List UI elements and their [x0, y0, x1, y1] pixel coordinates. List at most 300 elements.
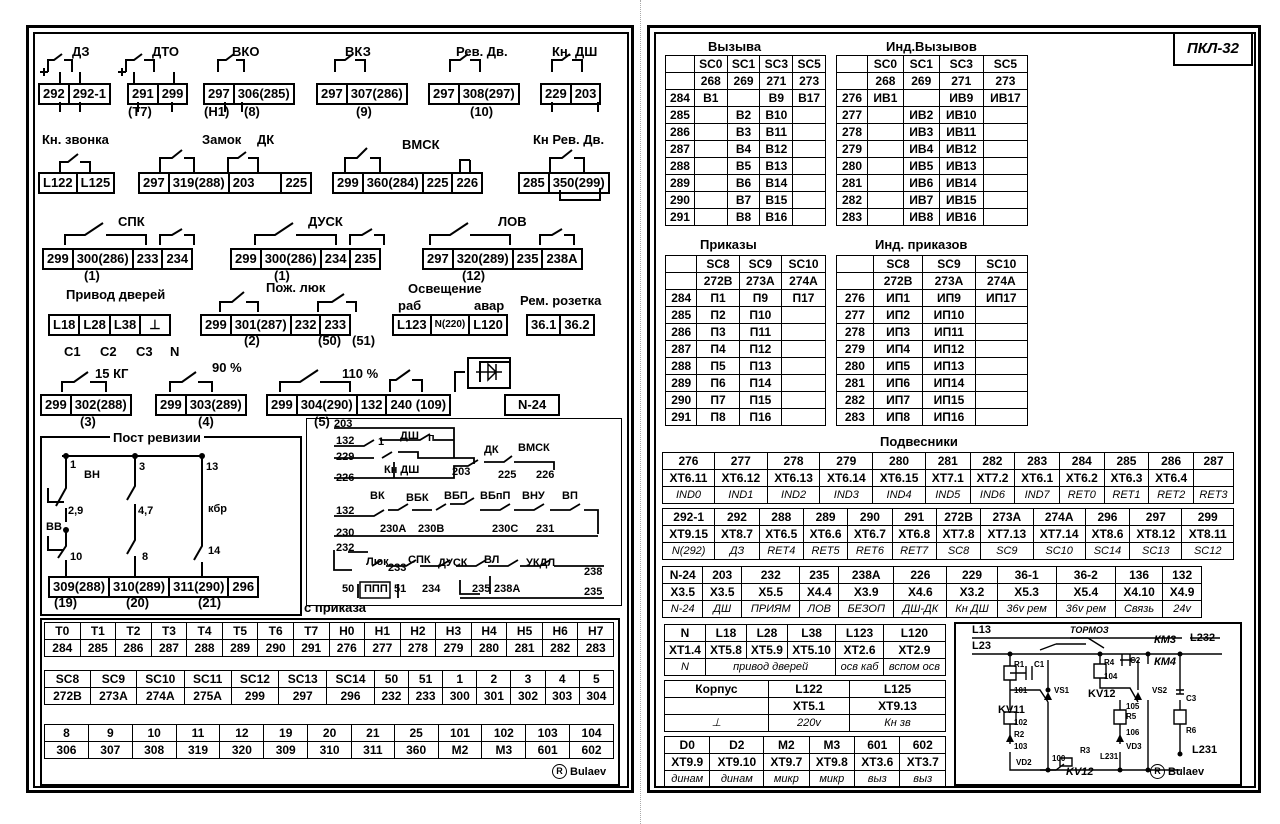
table-cell: 306: [45, 742, 89, 759]
table-cell: ХТ6.12: [714, 470, 767, 487]
table-cell: ИВ14: [939, 175, 983, 192]
table-cell: 233: [409, 688, 443, 705]
table-cell: SC3: [760, 56, 793, 73]
table-cell: 273А: [923, 273, 975, 290]
rev-lbl-8: 8: [142, 551, 149, 563]
table-cell: 275А: [184, 688, 231, 705]
rev-lbl-3: 3: [139, 461, 146, 473]
spk-cell-3: 233: [134, 250, 164, 268]
table-cell: RET4: [759, 543, 803, 560]
table-cell: Н2: [400, 623, 436, 640]
table-cell: 283: [837, 409, 874, 426]
table-cell: 304: [579, 688, 613, 705]
table-cell: SC0: [867, 56, 903, 73]
table-cell: ХТ2.9: [883, 642, 945, 659]
table-cell: ХТ6.1: [1015, 470, 1060, 487]
kg15-cell-1: 299: [42, 396, 72, 414]
table-cell: П15: [739, 392, 781, 409]
p110-label: 110 %: [342, 366, 379, 381]
table-cell: RET5: [803, 543, 847, 560]
table-cell: 284: [1059, 453, 1104, 470]
table-cell: 303: [545, 688, 579, 705]
table-cell: 296: [1085, 509, 1129, 526]
table-cell: 8: [45, 725, 89, 742]
table-cell: ИП2: [873, 307, 923, 324]
table-cell: Х4.9: [1163, 584, 1202, 601]
table-cell: SC14: [327, 671, 375, 688]
table-cell: 269: [727, 73, 760, 90]
table-cell: 601: [855, 737, 900, 754]
table-cell: вспом осв: [883, 659, 945, 676]
chain-lbl-225: 225: [498, 469, 517, 481]
table-cell: Х3.2: [947, 584, 997, 601]
table-cell: SC10: [1033, 543, 1085, 560]
pozh-cell-2: 301(287): [232, 316, 292, 334]
table-cell: 1: [443, 671, 477, 688]
table-cell: SC10: [975, 256, 1027, 273]
table-cell: П4: [697, 341, 739, 358]
table-cell: ИВ10: [939, 107, 983, 124]
sheet-title: ПКЛ-32: [1173, 32, 1253, 66]
indprik-title: Инд. приказов: [875, 237, 968, 252]
table-cell: ХТ6.11: [663, 470, 715, 487]
zvonok-cell-1: L122: [40, 174, 78, 192]
table-cell: SC1: [903, 56, 939, 73]
table-cell: привод дверей: [705, 659, 835, 676]
table-cell: 284: [666, 90, 695, 107]
chain-wire-232: 232: [336, 542, 355, 554]
table-cell: 220v: [768, 715, 849, 732]
table-cell: 102: [482, 725, 526, 742]
table-cell: 601: [526, 742, 570, 759]
table-cell: Н7: [578, 623, 614, 640]
table-cell: П3: [697, 324, 739, 341]
table-cell: 279: [837, 141, 868, 158]
table-cell: RET2: [1149, 487, 1194, 504]
circ-kv12-bottom: KV12: [1066, 766, 1094, 778]
table-cell: 21: [352, 725, 395, 742]
table-cell: ИВ7: [903, 192, 939, 209]
table-cell: 272В: [936, 509, 980, 526]
lov-note: (12): [462, 268, 486, 283]
table-cell: D0: [665, 737, 710, 754]
chain-lbl-230a: 230А: [380, 523, 407, 535]
table-cell: 288: [187, 640, 223, 657]
ground-icon: ⊥: [149, 317, 161, 332]
osv-sub-2: авар: [474, 298, 505, 313]
table-cell: П6: [697, 375, 739, 392]
table-cell: 602: [900, 737, 946, 754]
table-cell: L120: [883, 625, 945, 642]
table-cell: ХТ3.6: [855, 754, 900, 771]
table-cell: В2: [727, 107, 760, 124]
table-cell: 291: [892, 509, 936, 526]
p110-cell-2: 304(290): [298, 396, 358, 414]
circ-l231: L231: [1192, 744, 1218, 756]
table-cell: В13: [760, 158, 793, 175]
table-cell: Т5: [222, 623, 258, 640]
vko-cell-1: 297: [205, 85, 235, 103]
table-cell: В6: [727, 175, 760, 192]
table-cell: SC12: [1182, 543, 1234, 560]
chain-lbl-vbk: ВБК: [406, 492, 429, 504]
chain-wire-132a: 132: [336, 435, 355, 447]
rev-cell-1: 297: [430, 85, 460, 103]
table-cell: Н0: [329, 623, 365, 640]
table-cell: П7: [697, 392, 739, 409]
table-cell: ДЗ: [715, 543, 759, 560]
table-cell: IND0: [663, 487, 715, 504]
table-cell: 103: [526, 725, 570, 742]
table-cell: Х4.10: [1115, 584, 1162, 601]
table-cell: 284: [45, 640, 81, 657]
zamok-label: Замок: [202, 132, 242, 147]
table-cell: 291: [293, 640, 329, 657]
table-cell: ХТ5.9: [746, 642, 787, 659]
table-cell: П14: [739, 375, 781, 392]
table-cell: 11: [176, 725, 220, 742]
registered-icon: R: [552, 764, 567, 779]
dusk-cell-4: 235: [354, 251, 377, 266]
knds-label: Кн. ДШ: [552, 44, 598, 59]
dz-cell-2: 292-1: [72, 86, 106, 101]
table-cell: ИП9: [923, 290, 975, 307]
chain-lbl-ppp: ППП: [364, 583, 388, 595]
table-cell: 9: [88, 725, 132, 742]
table-cell: ИВ4: [903, 141, 939, 158]
circ-tormoz: ТОРМОЗ: [1070, 625, 1109, 635]
table-cell: SC8: [873, 256, 923, 273]
table-cell: 276: [663, 453, 715, 470]
table-cell: В1: [694, 90, 727, 107]
table-cell: ХТ6.2: [1059, 470, 1104, 487]
table-cell: В16: [760, 209, 793, 226]
table-cell: В11: [760, 124, 793, 141]
privod-cell-1: L18: [50, 316, 80, 334]
table-cell: 20: [308, 725, 352, 742]
table-cell: 289: [666, 175, 695, 192]
knrev-label: Кн Рев. Дв.: [533, 132, 605, 147]
registered-icon-right: R: [1150, 764, 1165, 779]
table-cell: В17: [793, 90, 826, 107]
table-cell: ИП10: [923, 307, 975, 324]
rev-label: Рев. Дв.: [456, 44, 508, 59]
table-cell: ИВ17: [983, 90, 1027, 107]
kg15-note: (3): [80, 414, 96, 429]
revision-cell-1: 309(288): [50, 578, 110, 596]
table-cell: 297: [279, 688, 327, 705]
circ-102: 102: [1014, 718, 1028, 727]
table-cell: Х5.4: [1056, 584, 1115, 601]
revision-cell-2: 310(289): [110, 578, 170, 596]
rev-lbl-13: 13: [206, 461, 219, 473]
table-cell: SC9: [981, 543, 1033, 560]
table-cell: 280: [873, 453, 926, 470]
spk-label: СПК: [118, 214, 145, 229]
dto-label: ДТО: [152, 44, 179, 59]
table-cell: 51: [409, 671, 443, 688]
circ-r3: R3: [1080, 746, 1091, 755]
table-cell: В5: [727, 158, 760, 175]
table-cell: ИВ2: [903, 107, 939, 124]
table-cell: Корпус: [665, 681, 769, 698]
table-cell: выз: [900, 771, 946, 788]
table-cell: 281: [837, 375, 874, 392]
circ-105: 105: [1126, 702, 1140, 711]
table-cell: ХТ6.3: [1104, 470, 1149, 487]
table-cell: SC5: [793, 56, 826, 73]
table-cell: П11: [739, 324, 781, 341]
table-cell: ИВ1: [867, 90, 903, 107]
table-cell: 136: [1115, 567, 1162, 584]
table-cell: SC0: [694, 56, 727, 73]
table-cell: SC8: [697, 256, 739, 273]
vmsk-cell-4: 226: [456, 175, 479, 190]
table-cell: 296: [327, 688, 375, 705]
chain-lbl-230c: 230С: [492, 523, 519, 535]
dusk-cell-3: 234: [322, 250, 352, 268]
indvyz-title: Инд.Вызывов: [886, 39, 977, 54]
table-cell: 300: [443, 688, 477, 705]
privod-sub-1: С1: [64, 344, 81, 359]
zamok-cell-1: 297: [140, 174, 170, 192]
table-cell: 285: [666, 307, 697, 324]
table-cell: П13: [739, 358, 781, 375]
table-cell: RET6: [848, 543, 892, 560]
table-cell: SC3: [939, 56, 983, 73]
table-cell: ХТ2.6: [836, 642, 884, 659]
chain-lbl-1: 1: [378, 436, 385, 448]
table-cell: 284: [666, 290, 697, 307]
table-cell: М2: [438, 742, 482, 759]
circ-r1: R1: [1014, 660, 1025, 669]
table-cell: 291: [666, 409, 697, 426]
table-cell: 290: [258, 640, 294, 657]
table-cell: 278: [837, 124, 868, 141]
knds-cell-2: 203: [574, 86, 597, 101]
privod-sub-3: С3: [136, 344, 153, 359]
table-cell: ХТ6.4: [1149, 470, 1194, 487]
table-cell: ИВ11: [939, 124, 983, 141]
table-cell: 273: [983, 73, 1027, 90]
table-cell: SC8: [936, 543, 980, 560]
revision-cell-4: 296: [232, 579, 255, 594]
table-cell: 132: [1163, 567, 1202, 584]
table-cell: ИВ12: [939, 141, 983, 158]
table-cell: 282: [970, 453, 1015, 470]
table-cell: 272В: [873, 273, 923, 290]
table-cell: В8: [727, 209, 760, 226]
table-cell: Т0: [45, 623, 81, 640]
table-cell: 274А: [1033, 509, 1085, 526]
table-cell: 311: [352, 742, 395, 759]
table-cell: ИП14: [923, 375, 975, 392]
sprikaza-title: с приказа: [304, 600, 367, 615]
chain-lbl-51: 51: [394, 583, 407, 595]
table-cell: М2: [764, 737, 809, 754]
table-cell: ИП3: [873, 324, 923, 341]
circ-km3: КМ3: [1154, 634, 1177, 646]
table-cell: SC9: [739, 256, 781, 273]
table-cell: 282: [837, 192, 868, 209]
table-cell: 280: [837, 158, 868, 175]
table-cell: 274А: [975, 273, 1027, 290]
rem-cell-2: 36.2: [564, 317, 590, 332]
table-cell: IND5: [925, 487, 970, 504]
table-cell: П10: [739, 307, 781, 324]
table-cell: ХТ7.2: [970, 470, 1015, 487]
pozh-cell-4: 233: [324, 317, 347, 332]
p110-cell-3: 132: [358, 396, 388, 414]
chain-wire-235: 235: [584, 586, 603, 598]
table-cell: 283: [578, 640, 614, 657]
table-cell: 273А: [739, 273, 781, 290]
vkz-label: ВКЗ: [345, 44, 371, 59]
p90-label: 90 %: [212, 360, 242, 375]
table-cell: 203: [703, 567, 742, 584]
table-cell: Связь: [1115, 601, 1162, 618]
kg15-label: 15 КГ: [95, 366, 129, 381]
rev-lbl-kbr: кбр: [208, 503, 228, 515]
table-cell: 290: [666, 392, 697, 409]
table-cell: 288: [666, 158, 695, 175]
dk-cell-2: 225: [285, 175, 308, 190]
dusk-cell-2: 300(286): [262, 250, 322, 268]
chain-lbl-233: 233: [388, 562, 407, 574]
table-cell: П8: [697, 409, 739, 426]
chain-lbl-vl: ВЛ: [484, 554, 500, 566]
table-cell: 289: [666, 375, 697, 392]
table-cell: ХТ9.10: [710, 754, 764, 771]
chain-lbl-vk: ВК: [370, 490, 385, 502]
table-cell: 291: [666, 209, 695, 226]
circ-c3: C3: [1186, 694, 1197, 703]
circ-r2: R2: [1014, 730, 1025, 739]
privod-sub-2: С2: [100, 344, 117, 359]
circ-106: 106: [1126, 728, 1140, 737]
table-cell: ИП5: [873, 358, 923, 375]
table-cell: 287: [1193, 453, 1233, 470]
table-cell: 282: [837, 392, 874, 409]
table-cell: ХТ9.7: [764, 754, 809, 771]
table-cell: 276: [329, 640, 365, 657]
chain-lbl-ukdl: УКДЛ: [526, 557, 556, 569]
table-cell: 36v рем: [1056, 601, 1115, 618]
table-cell: В14: [760, 175, 793, 192]
table-cell: динам: [665, 771, 710, 788]
table-cell: ХТ6.13: [767, 470, 820, 487]
spk-cell-2: 300(286): [74, 250, 134, 268]
table-cell: RET1: [1104, 487, 1149, 504]
kg15-cell-2: 302(288): [74, 397, 127, 412]
table-cell: 299: [1182, 509, 1234, 526]
table-cell: ХТ3.7: [900, 754, 946, 771]
vmsk-cell-3: 225: [424, 174, 454, 192]
table-cell: В12: [760, 141, 793, 158]
table-cell: SC14: [1085, 543, 1129, 560]
chain-lbl-knds: Кн ДШ: [384, 464, 420, 476]
table-cell: 2: [477, 671, 511, 688]
lov-cell-4: 238А: [546, 251, 578, 266]
chain-lbl-dk: ДК: [484, 444, 499, 456]
table-cell: SC8: [45, 671, 91, 688]
knrev-cell-1: 285: [520, 174, 550, 192]
vkz-cell-1: 297: [318, 85, 348, 103]
table-cell: N-24: [663, 567, 703, 584]
chain-lbl-235: 235: [472, 583, 491, 595]
table-cell: 285: [1104, 453, 1149, 470]
table-cell: 279: [837, 341, 874, 358]
table-cell: БЕЗОП: [839, 601, 894, 618]
table-cell: П16: [739, 409, 781, 426]
table-cell: П1: [697, 290, 739, 307]
table-cell: IND2: [767, 487, 820, 504]
table-cell: L125: [850, 681, 946, 698]
rev-lbl-1: 1: [70, 459, 77, 471]
table-cell: 238А: [839, 567, 894, 584]
table-cell: Т7: [293, 623, 329, 640]
table-cell: 269: [903, 73, 939, 90]
dusk-note: (1): [274, 268, 290, 283]
dto-cell-2: 299: [161, 86, 184, 101]
chain-lbl-vmsk: ВМСК: [518, 442, 550, 454]
table-cell: П17: [781, 290, 825, 307]
dusk-label: ДУСК: [308, 214, 343, 229]
table-cell: 101: [438, 725, 482, 742]
lov-cell-3: 235: [514, 250, 544, 268]
table-cell: 274А: [136, 688, 184, 705]
table-cell: RET0: [1059, 487, 1104, 504]
dto-cell-1: 291: [129, 85, 159, 103]
table-cell: Н1: [365, 623, 401, 640]
privod-cell-3: L38: [111, 316, 141, 334]
table-cell: SC1: [727, 56, 760, 73]
table-cell: 281: [837, 175, 868, 192]
circ-l231-small: L231: [1100, 752, 1119, 761]
table-cell: 271: [939, 73, 983, 90]
knrev-cell-2: 350(299): [552, 175, 605, 190]
table-cell: ИП4: [873, 341, 923, 358]
p110-cell-1: 299: [268, 396, 298, 414]
table-cell: 289: [222, 640, 258, 657]
table-cell: 302: [511, 688, 545, 705]
circ-l23: L23: [972, 640, 991, 652]
table-cell: 277: [837, 107, 868, 124]
table-cell: Н4: [471, 623, 507, 640]
table-cell: ХТ7.8: [936, 526, 980, 543]
table-cell: ХТ1.4: [665, 642, 706, 659]
spk-note: (1): [84, 268, 100, 283]
table-cell: 287: [151, 640, 187, 657]
table-cell: 268: [694, 73, 727, 90]
table-cell: ИП16: [923, 409, 975, 426]
table-cell: 232: [374, 688, 408, 705]
table-cell: N: [665, 625, 706, 642]
table-cell: 36-1: [997, 567, 1056, 584]
table-cell: ХТ6.8: [892, 526, 936, 543]
privod-label: Привод дверей: [66, 287, 166, 302]
table-cell: 288: [666, 358, 697, 375]
table-cell: 286: [666, 124, 695, 141]
rev-lbl-10: 10: [70, 551, 83, 563]
table-cell: осв каб: [836, 659, 884, 676]
table-cell: ИВ15: [939, 192, 983, 209]
p110-note: (5): [314, 414, 330, 429]
table-cell: N: [665, 659, 706, 676]
table-cell: L38: [787, 625, 835, 642]
vkz-note: (9): [356, 104, 372, 119]
p90-note: (4): [198, 414, 214, 429]
